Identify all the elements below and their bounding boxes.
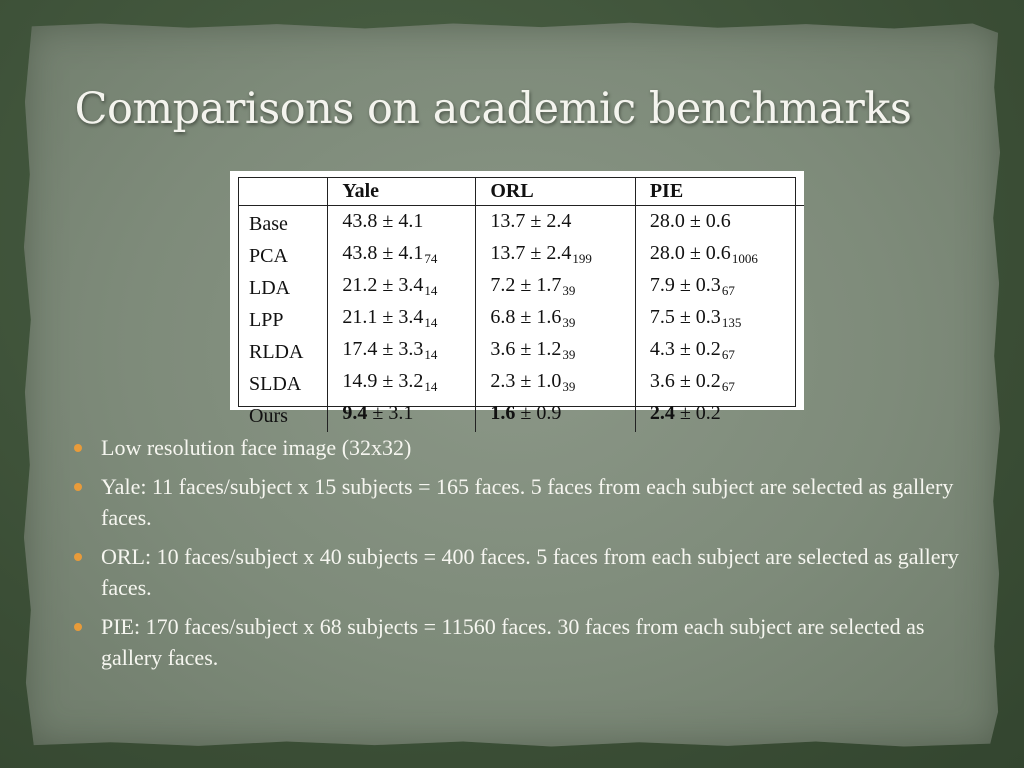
cell-pie: $3.6 \pm 0.2_{67}$ [635, 368, 804, 400]
cell-yale: $17.4 \pm 3.3_{14}$ [328, 336, 476, 368]
bullet-dot-icon [74, 623, 82, 631]
benchmark-table [239, 177, 804, 432]
cell-pie: $7.5 \pm 0.3_{135}$ [635, 304, 804, 336]
cell-yale: 43.8 ± 4.1 [328, 206, 476, 241]
method-name: LPP [249, 309, 284, 331]
table-row [239, 400, 804, 432]
bullet-text: Yale: 11 faces/subject x 15 subjects = 165 faces. 5 faces from each subject are selected as gallery faces. [101, 474, 954, 530]
bullet-dot-icon [74, 483, 82, 491]
table-row [239, 206, 804, 241]
bullet-item [74, 471, 974, 533]
bullet-text: ORL: 10 faces/subject x 40 subjects = 400 faces. 5 faces from each subject are selected as gallery faces. [101, 544, 959, 600]
cell-yale: $21.1 \pm 3.4_{14}$ [328, 304, 476, 336]
method-name: LDA [249, 277, 291, 299]
cell-orl: $3.6 \pm 1.2_{39}$ [476, 336, 635, 368]
method-name: Base [249, 213, 288, 235]
method-name: RLDA [249, 341, 304, 363]
method-name: SLDA [249, 373, 302, 395]
slide-title: Comparisons on academic benchmarks [74, 84, 912, 134]
bullet-text: PIE: 170 faces/subject x 68 subjects = 11560 faces. 30 faces from each subject are selected as gallery faces. [101, 614, 925, 670]
table-row [239, 368, 804, 400]
table-row [239, 272, 804, 304]
bullet-item [74, 611, 974, 673]
cell-orl: $2.3 \pm 1.0_{39}$ [476, 368, 635, 400]
cell-pie: 2.4 ± 0.2 [635, 400, 804, 432]
table-row [239, 304, 804, 336]
header-orl: ORL [476, 177, 635, 206]
cell-yale: $43.8 \pm 4.1_{74}$ [328, 240, 476, 272]
bullet-item [74, 541, 974, 603]
cell-orl: 13.7 ± 2.4 [476, 206, 635, 241]
bullet-text: Low resolution face image (32x32) [101, 435, 412, 460]
cell-pie: $4.3 \pm 0.2_{67}$ [635, 336, 804, 368]
table-header-row [239, 177, 804, 206]
cell-pie: 28.0 ± 0.6 [635, 206, 804, 241]
method-name: PCA [249, 245, 288, 267]
header-yale: Yale [328, 177, 476, 206]
header-method [239, 177, 328, 206]
benchmark-table-image [230, 171, 804, 427]
cell-orl: $6.8 \pm 1.6_{39}$ [476, 304, 635, 336]
cell-yale: $14.9 \pm 3.2_{14}$ [328, 368, 476, 400]
bullet-dot-icon [74, 553, 82, 561]
bullet-dot-icon [74, 444, 82, 452]
header-pie: PIE [635, 177, 804, 206]
bullet-list [74, 432, 974, 681]
cell-yale: $21.2 \pm 3.4_{14}$ [328, 272, 476, 304]
table-row [239, 240, 804, 272]
cell-yale: 9.4 ± 3.1 [328, 400, 476, 432]
cell-pie: $28.0 \pm 0.6_{1006}$ [635, 240, 804, 272]
method-name: Ours [249, 405, 288, 427]
cell-orl: 1.6 ± 0.9 [476, 400, 635, 432]
cell-pie: $7.9 \pm 0.3_{67}$ [635, 272, 804, 304]
bullet-item [74, 432, 974, 463]
cell-orl: $7.2 \pm 1.7_{39}$ [476, 272, 635, 304]
cell-orl: $13.7 \pm 2.4_{199}$ [476, 240, 635, 272]
table-row [239, 336, 804, 368]
